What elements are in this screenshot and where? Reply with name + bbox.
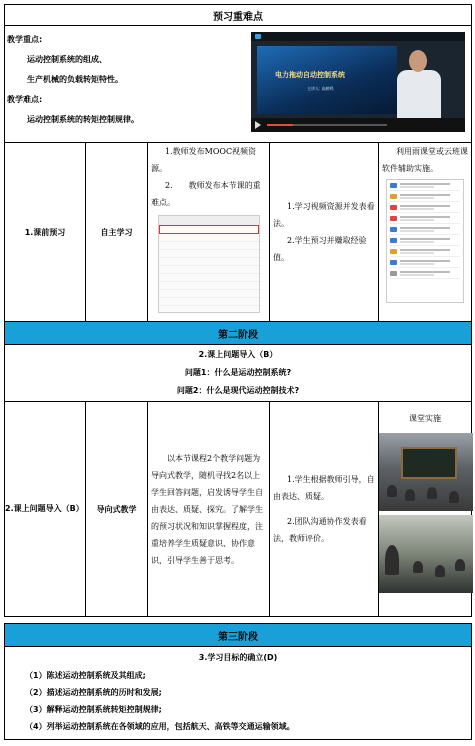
app-screenshot <box>386 179 464 303</box>
student-step: 2.学生预习并赚取经验值。 <box>273 236 367 262</box>
student-activity-cell <box>270 143 379 322</box>
mooc-video-player[interactable] <box>251 32 465 132</box>
difficult-point-item: 运动控制系统的转矩控制规律。 <box>27 115 139 124</box>
key-points-section <box>5 26 472 143</box>
slide-title: 电力拖动自动控制系统 <box>275 71 345 79</box>
stage-3-header: 第三阶段 <box>5 624 472 647</box>
classroom-photo-2 <box>379 515 473 593</box>
teacher-step: 2. 教师发布本节课的重难点。 <box>151 181 261 207</box>
student-activity-cell <box>270 402 379 617</box>
stage-2-questions <box>5 345 472 402</box>
lesson-plan-table <box>4 4 472 740</box>
stage-3-goals <box>5 647 472 740</box>
play-icon[interactable] <box>255 121 261 129</box>
teacher-step: 1.教师发布MOOC视频资源。 <box>151 147 257 173</box>
goal-item: （1）陈述运动控制系统及其组成; <box>25 671 146 680</box>
stage-cell: 2.课上问题导入（B） <box>5 402 86 617</box>
mode-cell: 导向式教学 <box>86 402 148 617</box>
support-text: 利用雨课堂或云班课软件辅助实施。 <box>382 147 468 173</box>
support-cell <box>379 402 472 617</box>
lecture-slide <box>257 46 397 114</box>
stage-3-heading: 3.学习目标的确立(D) <box>198 653 278 662</box>
difficult-points-label: 教学难点: <box>7 95 43 104</box>
key-point-item: 生产机械的负载转矩特性。 <box>27 75 123 84</box>
support-cell <box>379 143 472 322</box>
spacer <box>5 617 472 624</box>
goal-item: （3）解释运动控制系统转矩控制规律; <box>25 705 162 714</box>
stage-cell: 1.课前预习 <box>5 143 86 322</box>
stage-2-heading: 2.课上问题导入（B） <box>198 350 278 359</box>
goal-item: （2）描述运动控制系统的历时和发展; <box>25 688 162 697</box>
teacher-activity-cell <box>148 143 270 322</box>
lecturer-figure <box>395 50 443 120</box>
slide-subtitle: 主讲人: 高鹤鸣 <box>307 86 334 91</box>
mooc-resource-screenshot <box>158 215 260 313</box>
goal-item: （4）列举运动控制系统在各领域的应用，包括航天、高铁等交通运输领域。 <box>25 722 295 731</box>
support-text: 课堂实施 <box>409 414 442 423</box>
classroom-photo-1 <box>379 433 473 511</box>
key-point-item: 运动控制系统的组成、 <box>27 55 107 64</box>
student-step: 2.团队沟通协作发表看法，教师评价。 <box>273 517 367 543</box>
teacher-activity-cell: 以本节课程2个教学问题为导向式教学，随机寻找2名以上学生回答问题，启发诱导学生自由表达、质疑、探究。了解学生的预习状况和知识掌握程度，注重培养学生质疑意识、协作意识，引导学生善于思考。 <box>148 402 270 617</box>
question-2: 问题2：什么是现代运动控制技术? <box>176 386 300 395</box>
question-1: 问题1：什么是运动控制系统? <box>184 368 292 377</box>
stage-2-header: 第二阶段 <box>5 322 472 345</box>
key-points-label: 教学重点: <box>7 35 43 44</box>
student-step: 1.学习视频资源并发表看法。 <box>273 202 375 228</box>
mode-cell: 自主学习 <box>86 143 148 322</box>
student-step: 1.学生根据教师引导，自由表达、质疑。 <box>273 475 375 501</box>
lesson-plan-page <box>4 4 471 740</box>
video-progress-fill <box>267 124 293 126</box>
app-logo-icon <box>255 34 261 39</box>
video-control-bar[interactable] <box>251 118 465 132</box>
preview-title: 预习重难点 <box>5 5 472 26</box>
